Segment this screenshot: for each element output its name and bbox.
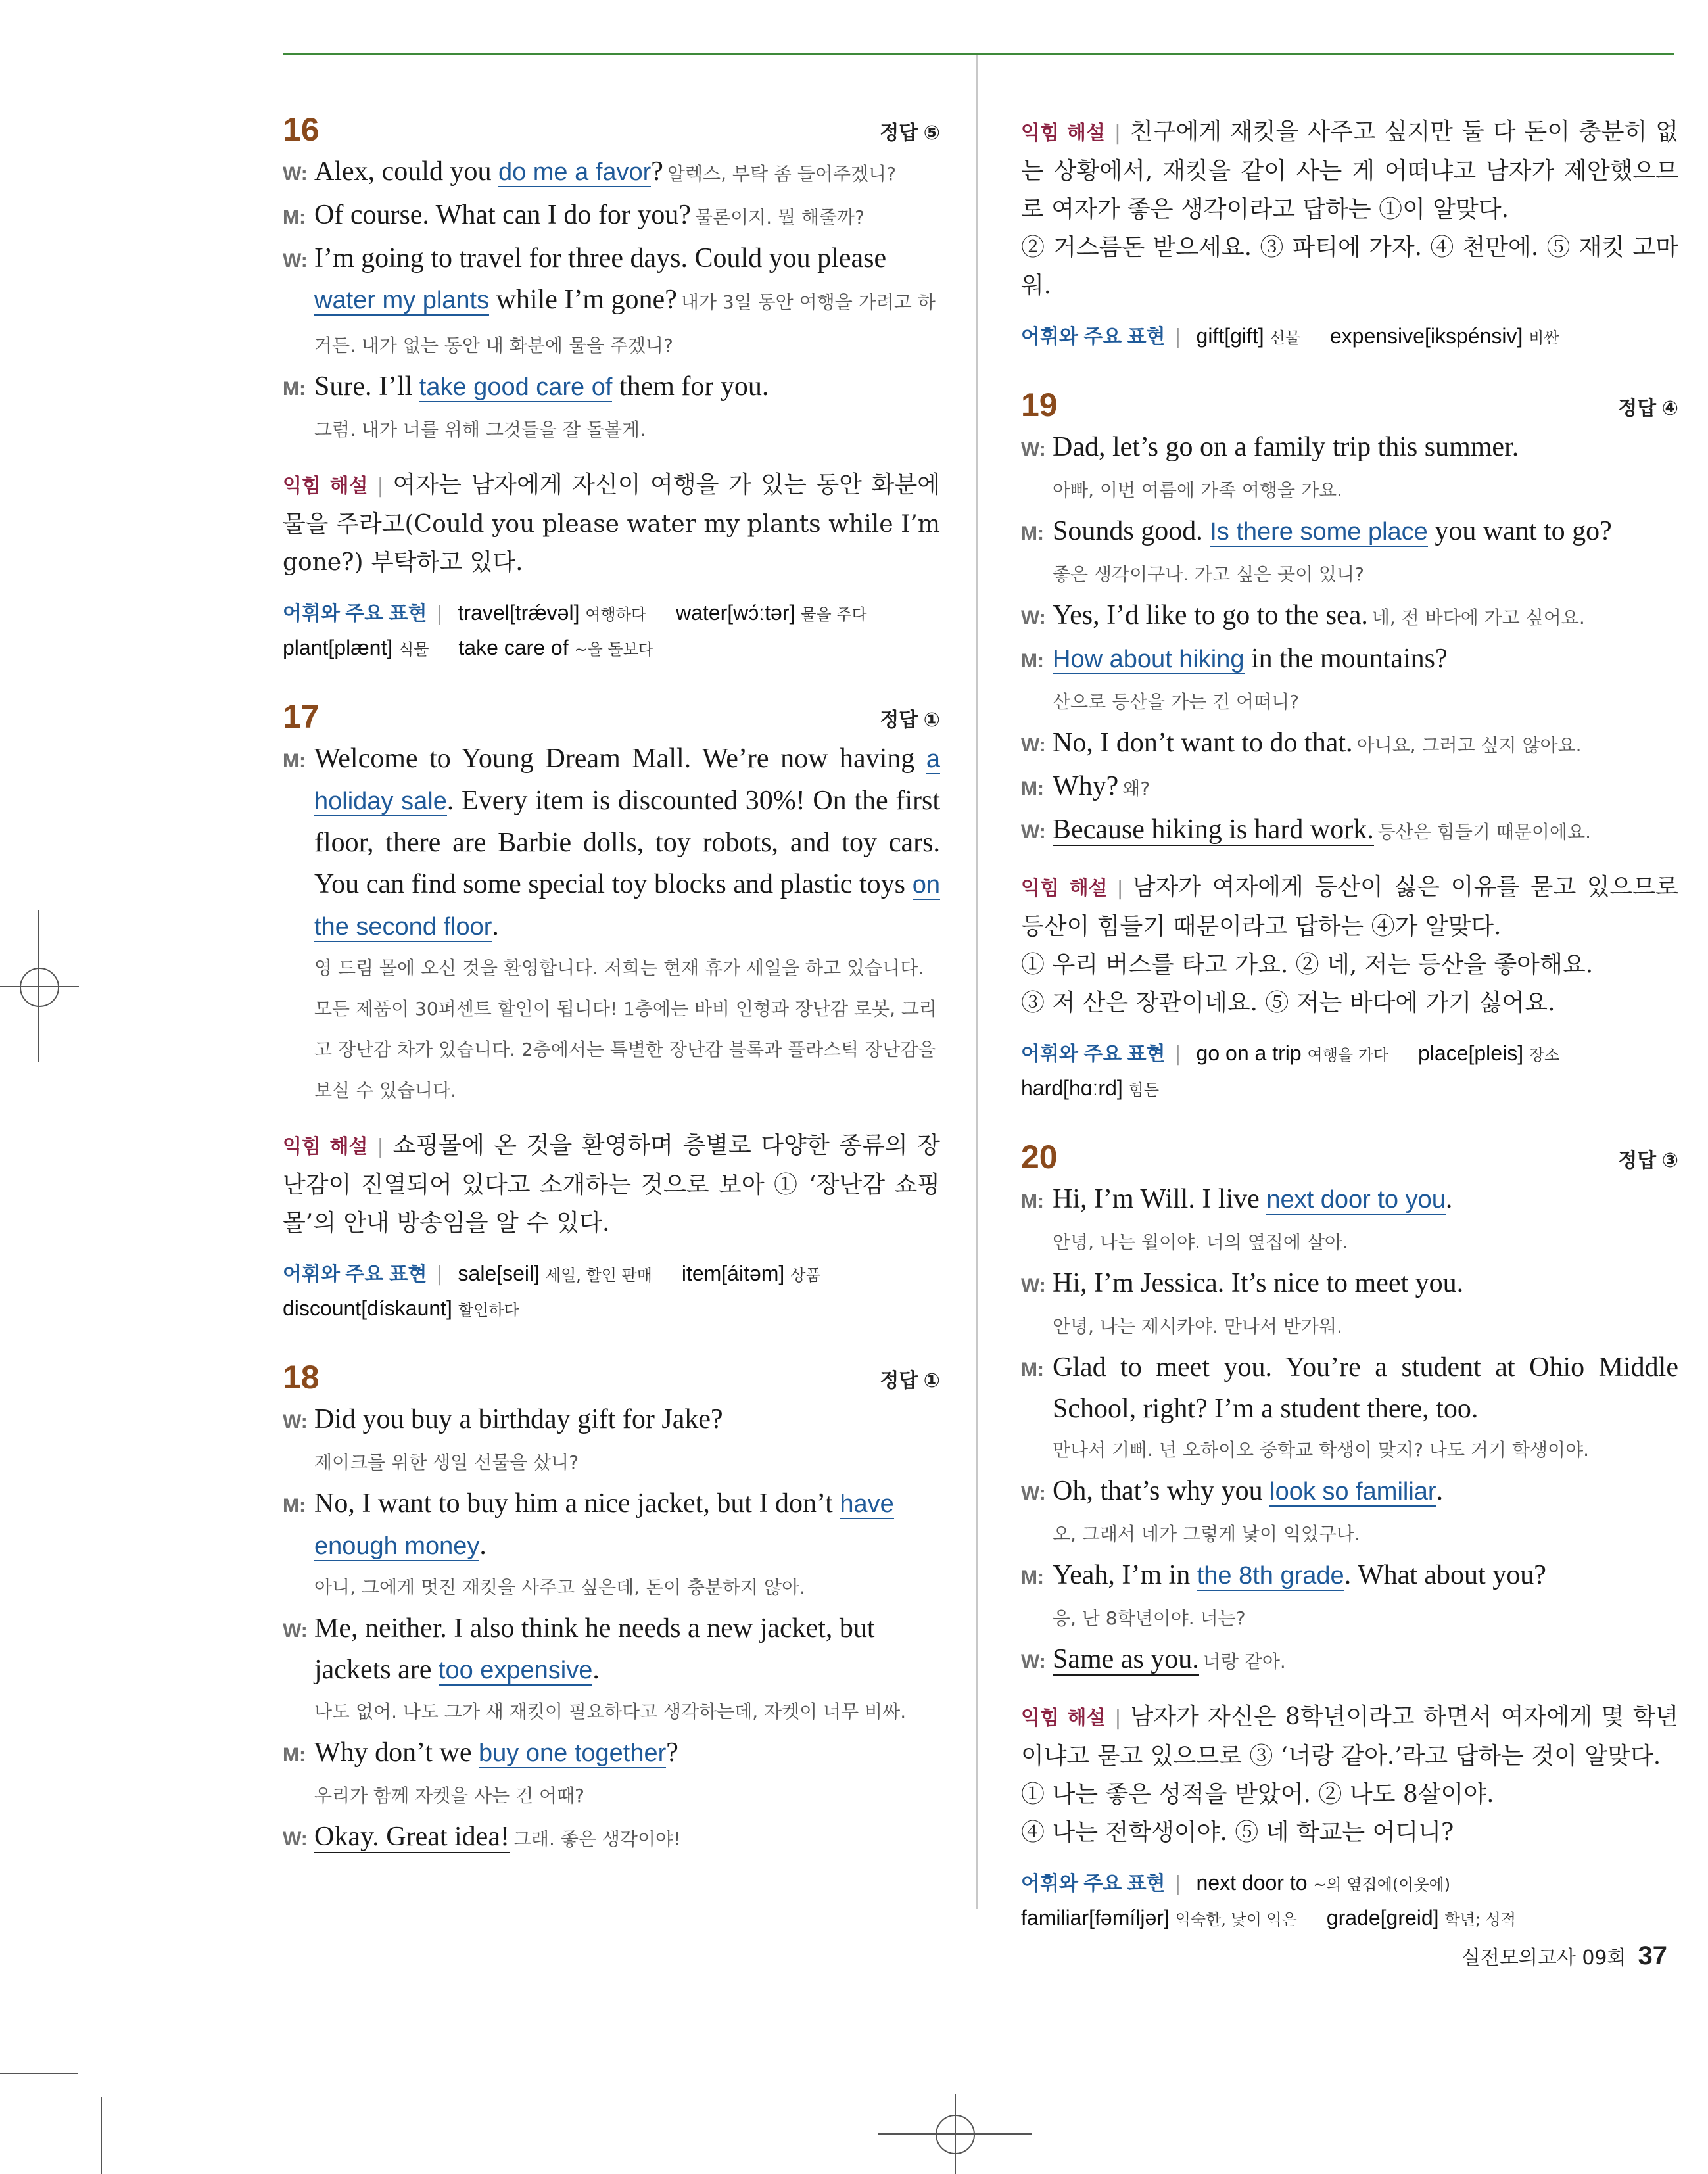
- key-phrase: look so familiar: [1269, 1478, 1436, 1505]
- vocab-label: 어휘와 주요 표현: [1021, 1873, 1166, 1895]
- dialogue-line: M: Welcome to Young Dream Mall. We’re now having a holiday sale. Every item is discounted 30%! On the first floor, there are Barbie dolls, toy robots, and toy cars. You can find some special toy blocks and plastic toys on the second floor.: [283, 738, 940, 948]
- question-number: 19: [1021, 387, 1058, 423]
- translation: 아니, 그에게 멋진 재킷을 사주고 싶은데, 돈이 충분하지 않아.: [314, 1576, 806, 1598]
- speaker-label: W:: [1021, 821, 1046, 843]
- vocabulary: 어휘와 주요 표현 | go on a trip 여행을 가다 place[pleis] 장소 hard[hɑːrd] 힘든: [1021, 1041, 1560, 1100]
- key-phrase: the 8th grade: [1197, 1562, 1344, 1590]
- question-19: [1021, 389, 1678, 1106]
- vocabulary: 어휘와 주요 표현 | sale[seil] 세일, 할인 판매 item[áitəm] 상품 discount[dískaunt] 할인하다: [283, 1262, 821, 1320]
- translation: 등산은 힘들기 때문이에요.: [1377, 821, 1591, 843]
- answer-options: ③ 저 산은 장관이네요. ⑤ 저는 바다에 가기 싫어요.: [1021, 989, 1555, 1016]
- question-16: [283, 113, 940, 666]
- answer-phrase: Same as you.: [1053, 1644, 1199, 1674]
- key-phrase: Is there some place: [1210, 518, 1428, 546]
- question-18: [283, 1361, 940, 1860]
- vocab-label: 어휘와 주요 표현: [1021, 326, 1166, 348]
- right-column: [1021, 113, 1678, 1970]
- question-number: 17: [283, 698, 320, 735]
- speaker-label: W:: [1021, 1275, 1046, 1296]
- vocabulary: 어휘와 주요 표현 | travel[trǽvəl] 여행하다 water[wɔ́ːtər] 물을 주다 plant[plænt] 식물 take care of ~을 돌보다: [283, 601, 867, 659]
- translation: 나도 없어. 나도 그가 새 재킷이 필요하다고 생각하는데, 자켓이 너무 비싸.: [314, 1701, 907, 1722]
- answer-label: 정답 ⑤: [880, 122, 940, 144]
- dialogue-line: M: Yeah, I’m in the 8th grade. What about you?: [1021, 1555, 1678, 1598]
- speaker-label: M:: [1021, 1567, 1044, 1588]
- speaker-label: W:: [283, 250, 308, 272]
- speaker-label: W:: [1021, 607, 1046, 628]
- answer-label: 정답 ③: [1618, 1150, 1678, 1171]
- key-phrase: next door to you: [1266, 1186, 1446, 1214]
- speaker-label: M:: [283, 206, 306, 228]
- speaker-label: M:: [283, 1495, 306, 1517]
- question-17: [283, 700, 940, 1327]
- translation: 아니요, 그러고 싶지 않아요.: [1356, 734, 1582, 756]
- speaker-label: M:: [1021, 1359, 1044, 1381]
- translation: 제이크를 위한 생일 선물을 샀니?: [314, 1452, 579, 1473]
- explanation-label: 익힘 해설: [1021, 1707, 1106, 1730]
- dialogue-line: W: I’m going to travel for three days. Could you please water my plants while I’m gone? 내가 3일 동안 여행을 가려고 하거든. 내가 없는 동안 내 화분에 물을 주겠니?: [283, 238, 940, 366]
- explanation-label: 익힘 해설: [283, 1135, 368, 1158]
- column-divider: [976, 55, 978, 1909]
- translation: 만나서 기뻐. 넌 오하이오 중학교 학생이 맞지? 나도 거기 학생이야.: [1053, 1439, 1590, 1461]
- translation: 네, 전 바다에 가고 싶어요.: [1371, 607, 1585, 628]
- question-18-explanation: [1021, 113, 1678, 354]
- speaker-label: W:: [1021, 1482, 1046, 1504]
- translation: 안녕, 나는 제시카야. 만나서 반가워.: [1053, 1315, 1342, 1337]
- dialogue-line: W: Alex, could you do me a favor? 알렉스, 부탁 좀 들어주겠니?: [283, 151, 940, 195]
- speaker-label: M:: [283, 1744, 306, 1766]
- dialogue-line: M: Why? 왜?: [1021, 766, 1678, 809]
- translation: 우리가 함께 자켓을 사는 건 어때?: [314, 1785, 584, 1807]
- crop-mark: [101, 2097, 102, 2174]
- dialogue-line: M: Why don’t we buy one together?: [283, 1732, 940, 1776]
- key-phrase: water my plants: [314, 287, 490, 314]
- translation: 좋은 생각이구나. 가고 싶은 곳이 있니?: [1053, 563, 1364, 585]
- question-number: 18: [283, 1359, 320, 1396]
- dialogue-line: M: Glad to meet you. You’re a student at Ohio Middle School, right? I’m a student there, too.: [1021, 1347, 1678, 1430]
- speaker-label: W:: [1021, 734, 1046, 756]
- dialogue-line: M: No, I want to buy him a nice jacket, but I don’t have enough money.: [283, 1483, 940, 1567]
- explanation-label: 익힘 해설: [1021, 122, 1105, 145]
- left-column: [283, 113, 940, 1894]
- translation: 영 드림 몰에 오신 것을 환영합니다. 저희는 현재 휴가 세일을 하고 있습니다. 모든 제품이 30퍼센트 할인이 됩니다! 1층에는 바비 인형과 장난감 로봇, 그리고 장난감 차가 있습니다. 2층에서는 특별한 장난감 블록과 플라스틱 장난감을 보실 수 있습니다.: [314, 957, 937, 1101]
- translation: 산으로 등산을 가는 건 어떠니?: [1053, 691, 1300, 713]
- translation: 왜?: [1122, 778, 1151, 799]
- speaker-label: W:: [1021, 438, 1046, 460]
- vocab-label: 어휘와 주요 표현: [283, 603, 427, 625]
- answer-phrase: Because hiking is hard work.: [1053, 815, 1374, 845]
- speaker-label: M:: [1021, 650, 1044, 672]
- explanation: 익힘 해설 | 친구에게 재킷을 사주고 싶지만 둘 다 돈이 충분히 없는 상황에서, 재킷을 같이 사는 게 어떠냐고 남자가 제안했으므로 여자가 좋은 생각이라고 답하는 ①이 알맞다. ② 거스름돈 받으세요. ③ 파티에 가자. ④ 천만에. ⑤ 재킷 고마워.: [1021, 113, 1678, 305]
- key-phrase: on the second floor: [314, 871, 940, 941]
- answer-phrase: Okay. Great idea!: [314, 1822, 510, 1852]
- speaker-label: M:: [1021, 1191, 1044, 1212]
- key-phrase: do me a favor: [498, 158, 652, 186]
- speaker-label: W:: [283, 1620, 308, 1642]
- translation: 그럼. 내가 너를 위해 그것들을 잘 돌볼게.: [314, 419, 646, 440]
- page-number: 37: [1638, 1941, 1667, 1970]
- speaker-label: W:: [1021, 1651, 1046, 1672]
- speaker-label: M:: [283, 378, 306, 400]
- key-phrase: buy one together: [479, 1739, 667, 1767]
- dialogue-line: M: How about hiking in the mountains?: [1021, 638, 1678, 682]
- answer-options: ① 나는 좋은 성적을 받았어. ② 나도 8살이야.: [1021, 1781, 1494, 1808]
- explanation-label: 익힘 해설: [283, 475, 368, 498]
- translation: 알렉스, 부탁 좀 들어주겠니?: [667, 163, 896, 185]
- key-phrase: too expensive: [438, 1657, 593, 1684]
- key-phrase: a holiday sale: [314, 745, 940, 815]
- key-phrase: take good care of: [419, 373, 613, 401]
- explanation-label: 익힘 해설: [1021, 877, 1108, 900]
- translation: 너랑 같아.: [1202, 1651, 1286, 1672]
- question-number: 20: [1021, 1139, 1058, 1175]
- dialogue-line: W: No, I don’t want to do that. 아니요, 그러고 싶지 않아요.: [1021, 722, 1678, 766]
- speaker-label: W:: [283, 1411, 308, 1432]
- speaker-label: W:: [283, 163, 308, 185]
- dialogue-line: M: Sounds good. Is there some place you want to go?: [1021, 511, 1678, 554]
- translation: 응, 난 8학년이야. 너는?: [1053, 1607, 1246, 1629]
- vocabulary: 어휘와 주요 표현 | next door to ~의 옆집에(이웃에) familiar[fəmíljər] 익숙한, 낯이 익은 grade[greid] 학년; 성적: [1021, 1871, 1516, 1929]
- registration-mark: [936, 2115, 975, 2154]
- answer-label: 정답 ①: [880, 1370, 940, 1392]
- dialogue-line: W: Dad, let’s go on a family trip this summer.: [1021, 427, 1678, 470]
- explanation: 익힘 해설 | 남자가 자신은 8학년이라고 하면서 여자에게 몇 학년이냐고 묻고 있으므로 ③ ‘너랑 같아.’라고 답하는 것이 알맞다. ① 나는 좋은 성적을 받았어. ② 나도 8살이야. ④ 나는 전학생이야. ⑤ 네 학교는 어디니?: [1021, 1698, 1678, 1852]
- answer-options: ④ 나는 전학생이야. ⑤ 네 학교는 어디니?: [1021, 1819, 1454, 1846]
- translation: 물론이지. 뭘 해줄까?: [695, 206, 865, 228]
- question-number: 16: [283, 111, 320, 148]
- speaker-label: M:: [283, 750, 306, 772]
- dialogue-line: [283, 1816, 940, 1860]
- vocabulary: 어휘와 주요 표현 | gift[gift] 선물 expensive[ikspénsiv] 비싼: [1021, 324, 1559, 348]
- dialogue-line: [1021, 1639, 1678, 1682]
- dialogue-line: W: Yes, I’d like to go to the sea. 네, 전 바다에 가고 싶어요.: [1021, 595, 1678, 638]
- vocab-label: 어휘와 주요 표현: [283, 1264, 427, 1285]
- translation: 오, 그래서 네가 그렇게 낯이 익었구나.: [1053, 1523, 1361, 1545]
- explanation: 익힘 해설 | 쇼핑몰에 온 것을 환영하며 층별로 다양한 종류의 장난감이 진열되어 있다고 소개하는 것으로 보아 ① ‘장난감 쇼핑몰’의 안내 방송임을 알 수 있다.: [283, 1132, 940, 1237]
- registration-mark: [20, 968, 59, 1007]
- vocab-label: 어휘와 주요 표현: [1021, 1043, 1166, 1065]
- speaker-label: M:: [1021, 523, 1044, 544]
- dialogue-line: W: Did you buy a birthday gift for Jake?: [283, 1399, 940, 1442]
- crop-mark: [0, 2073, 78, 2074]
- explanation: 익힘 해설 | 남자가 여자에게 등산이 싫은 이유를 묻고 있으므로 등산이 힘들기 때문이라고 답하는 ④가 알맞다. ① 우리 버스를 타고 가요. ② 네, 저는 등산을 좋아해요. ③ 저 산은 장관이네요. ⑤ 저는 바다에 가기 싫어요.: [1021, 868, 1678, 1022]
- question-20: [1021, 1141, 1678, 1936]
- dialogue-line: [1021, 809, 1678, 853]
- explanation: 익힘 해설 | 여자는 남자에게 자신이 여행을 가 있는 동안 화분에 물을 주라고(Could you please water my plants while I’m gone?) 부탁하고 있다.: [283, 471, 940, 576]
- speaker-label: W:: [283, 1828, 308, 1850]
- key-phrase: have enough money: [314, 1490, 894, 1560]
- answer-label: 정답 ①: [880, 709, 940, 731]
- dialogue-line: M: Sure. I’ll take good care of them for you.: [283, 366, 940, 410]
- speaker-label: M:: [1021, 778, 1044, 799]
- top-rule: [283, 53, 1674, 55]
- answer-options: ② 거스름돈 받으세요. ③ 파티에 가자. ④ 천만에. ⑤ 재킷 고마워.: [1021, 234, 1678, 299]
- dialogue-line: M: Of course. What can I do for you? 물론이지. 뭘 해줄까?: [283, 195, 940, 238]
- footer-label: 실전모의고사 09회: [1461, 1947, 1626, 1970]
- answer-options: ① 우리 버스를 타고 가요. ② 네, 저는 등산을 좋아해요.: [1021, 951, 1594, 978]
- translation: 내가 3일 동안 여행을 가려고 하거든. 내가 없는 동안 내 화분에 물을 주겠니?: [314, 291, 936, 356]
- dialogue-line: W: Hi, I’m Jessica. It’s nice to meet you.: [1021, 1263, 1678, 1306]
- dialogue-line: W: Me, neither. I also think he needs a new jacket, but jackets are too expensive.: [283, 1608, 940, 1691]
- dialogue-line: M: Hi, I’m Will. I live next door to you.: [1021, 1179, 1678, 1222]
- translation: 아빠, 이번 여름에 가족 여행을 가요.: [1053, 479, 1342, 501]
- dialogue-line: W: Oh, that’s why you look so familiar.: [1021, 1471, 1678, 1514]
- page-footer: [1461, 1941, 1667, 1971]
- translation: 그래. 좋은 생각이야!: [513, 1828, 681, 1850]
- translation: 안녕, 나는 윌이야. 너의 옆집에 살아.: [1053, 1231, 1348, 1253]
- answer-label: 정답 ④: [1618, 398, 1678, 419]
- key-phrase: How about hiking: [1053, 646, 1245, 673]
